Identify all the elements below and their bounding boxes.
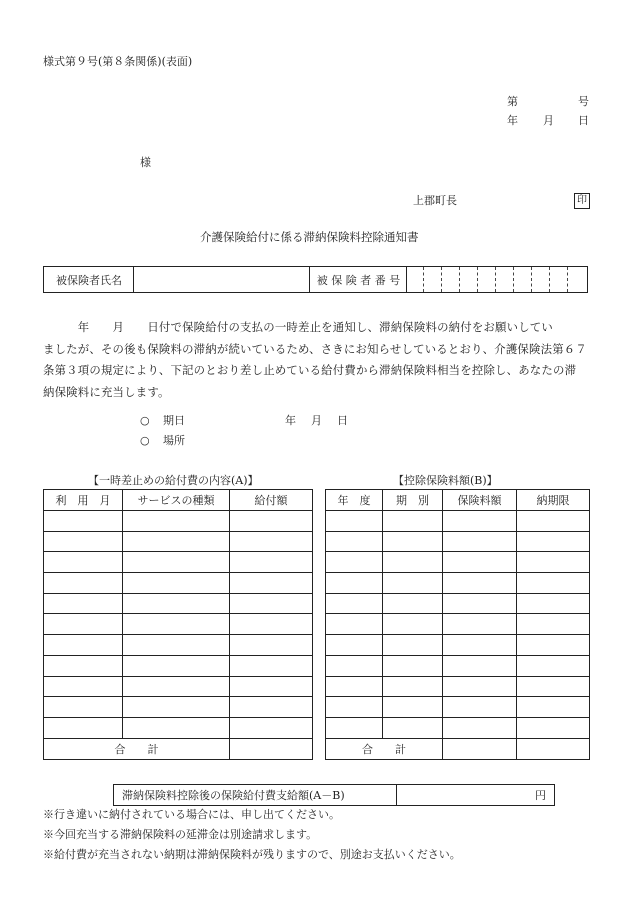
- table-cell[interactable]: [326, 635, 383, 656]
- table-row: [326, 614, 590, 635]
- insured-number-label: 被 保 険 者 番 号: [316, 273, 401, 287]
- table-cell[interactable]: [517, 552, 590, 573]
- table-row: [326, 676, 590, 697]
- table-cell[interactable]: [383, 552, 443, 573]
- note-item: ※今回充当する滞納保険料の延滞金は別途請求します。: [43, 828, 318, 841]
- table-cell[interactable]: [326, 531, 383, 552]
- table-row: [326, 593, 590, 614]
- table-cell[interactable]: [123, 552, 230, 573]
- table-cell[interactable]: [383, 573, 443, 594]
- table-row: [326, 635, 590, 656]
- table-cell[interactable]: [230, 552, 313, 573]
- col-header: サービスの種類: [123, 490, 230, 511]
- table-cell[interactable]: [230, 697, 313, 718]
- table-cell[interactable]: [44, 552, 123, 573]
- table-cell[interactable]: [383, 635, 443, 656]
- table-row: [326, 511, 590, 532]
- right-total-value[interactable]: [443, 738, 517, 759]
- right-total-label: 合 計: [326, 738, 443, 759]
- right-total-blank: [517, 738, 590, 759]
- table-cell[interactable]: [383, 676, 443, 697]
- table-cell[interactable]: [517, 573, 590, 594]
- date-value: 年 月 日: [285, 414, 350, 427]
- table-cell[interactable]: [443, 655, 517, 676]
- table-row: [44, 614, 313, 635]
- table-cell[interactable]: [443, 635, 517, 656]
- table-cell[interactable]: [230, 531, 313, 552]
- insured-info-row: [43, 266, 588, 293]
- table-cell[interactable]: [44, 676, 123, 697]
- body-line: ましたが、その後も保険料の滞納が続いているため、さきにお知らせしているとおり、介護保険法第６７: [43, 341, 587, 356]
- place-label: 場所: [163, 434, 185, 447]
- table-cell[interactable]: [517, 676, 590, 697]
- left-total-value[interactable]: [230, 738, 313, 759]
- seal-mark: 印: [574, 193, 590, 209]
- table-cell[interactable]: [517, 531, 590, 552]
- document-title: 介護保険給付に係る滞納保険料控除通知書: [200, 230, 419, 244]
- table-cell[interactable]: [443, 531, 517, 552]
- table-cell[interactable]: [44, 697, 123, 718]
- table-row: [326, 552, 590, 573]
- table-cell[interactable]: [326, 573, 383, 594]
- table-cell[interactable]: [123, 717, 230, 738]
- table-cell[interactable]: [230, 511, 313, 532]
- form-label: 様式第９号(第８条関係)(表面): [43, 55, 193, 68]
- table-row: [44, 655, 313, 676]
- table-cell[interactable]: [443, 573, 517, 594]
- body-line: 年 月 日付で保険給付の支払の一時差止を通知し、滞納保険料の納付をお願いしてい: [43, 320, 553, 334]
- insured-name-label: 被保険者氏名: [56, 273, 122, 287]
- right-table-title: 【控除保険料額(B)】: [393, 474, 498, 487]
- number-gou: 号: [578, 95, 589, 108]
- table-cell[interactable]: [123, 573, 230, 594]
- table-row: [44, 635, 313, 656]
- table-cell[interactable]: [383, 531, 443, 552]
- number-dai: 第: [507, 95, 518, 108]
- table-cell[interactable]: [383, 717, 443, 738]
- col-header: 利 用 月: [44, 490, 123, 511]
- table-cell[interactable]: [326, 593, 383, 614]
- body-line: 条第３項の規定により、下記のとおり差し止めている給付費から滞納保険料相当を控除し、あなたの滞: [43, 363, 577, 377]
- table-cell[interactable]: [230, 635, 313, 656]
- table-cell[interactable]: [44, 635, 123, 656]
- net-payment-label: 滞納保険料控除後の保険給付費支給額(A－B): [122, 789, 345, 802]
- col-header: 給付額: [230, 490, 313, 511]
- table-cell[interactable]: [44, 717, 123, 738]
- benefit-suspension-table: [43, 489, 313, 760]
- insured-number-field[interactable]: [407, 267, 587, 292]
- place-bullet: ○: [140, 434, 150, 447]
- col-header: 期 別: [383, 490, 443, 511]
- note-item: ※給付費が充当されない納期は滞納保険料が残りますので、別途お支払いください。: [43, 848, 461, 861]
- table-row: [326, 573, 590, 594]
- net-payment-field[interactable]: [397, 785, 537, 805]
- table-cell[interactable]: [123, 511, 230, 532]
- table-cell[interactable]: [123, 593, 230, 614]
- table-cell[interactable]: [123, 655, 230, 676]
- table-cell[interactable]: [44, 531, 123, 552]
- body-paragraph: [43, 317, 589, 403]
- table-cell[interactable]: [123, 676, 230, 697]
- left-table-title: 【一時差止めの給付費の内容(A)】: [88, 474, 259, 487]
- table-row: [44, 717, 313, 738]
- table-row: [44, 676, 313, 697]
- date-label: 期日: [163, 414, 185, 427]
- date-nen: 年: [507, 114, 518, 127]
- yen-unit: 円: [535, 789, 546, 802]
- table-cell[interactable]: [326, 511, 383, 532]
- col-header: 納期限: [517, 490, 590, 511]
- table-cell[interactable]: [123, 531, 230, 552]
- table-cell[interactable]: [517, 614, 590, 635]
- table-cell[interactable]: [517, 635, 590, 656]
- table-cell[interactable]: [123, 614, 230, 635]
- date-bullet: ○: [140, 414, 150, 427]
- table-cell[interactable]: [230, 573, 313, 594]
- body-line: 納保険料に充当します。: [43, 384, 170, 399]
- table-cell[interactable]: [326, 655, 383, 676]
- table-cell[interactable]: [517, 655, 590, 676]
- table-cell[interactable]: [383, 655, 443, 676]
- date-hi: 日: [578, 114, 589, 127]
- col-header: 年 度: [326, 490, 383, 511]
- table-cell[interactable]: [44, 655, 123, 676]
- table-cell[interactable]: [230, 717, 313, 738]
- issuer-name: 上郡町長: [413, 194, 457, 207]
- table-cell[interactable]: [443, 697, 517, 718]
- table-row: [44, 511, 313, 532]
- table-cell[interactable]: [443, 676, 517, 697]
- addressee-sama: 様: [140, 156, 151, 169]
- note-item: ※行き違いに納付されている場合には、申し出てください。: [43, 808, 340, 821]
- table-cell[interactable]: [326, 676, 383, 697]
- left-total-label: 合 計: [44, 738, 230, 759]
- table-cell[interactable]: [230, 614, 313, 635]
- table-cell[interactable]: [443, 552, 517, 573]
- table-cell[interactable]: [443, 614, 517, 635]
- table-cell[interactable]: [326, 717, 383, 738]
- table-cell[interactable]: [517, 511, 590, 532]
- date-tsuki: 月: [543, 114, 554, 127]
- table-row: [44, 697, 313, 718]
- table-cell[interactable]: [383, 511, 443, 532]
- table-cell[interactable]: [123, 697, 230, 718]
- col-header: 保険料額: [443, 490, 517, 511]
- table-row: [44, 552, 313, 573]
- table-cell[interactable]: [383, 697, 443, 718]
- table-cell[interactable]: [443, 593, 517, 614]
- table-cell[interactable]: [230, 655, 313, 676]
- table-cell[interactable]: [44, 593, 123, 614]
- table-row: [326, 655, 590, 676]
- table-cell[interactable]: [326, 697, 383, 718]
- table-cell[interactable]: [230, 593, 313, 614]
- table-cell[interactable]: [326, 552, 383, 573]
- table-row: [326, 531, 590, 552]
- table-cell[interactable]: [443, 511, 517, 532]
- table-cell[interactable]: [123, 635, 230, 656]
- table-cell[interactable]: [443, 717, 517, 738]
- table-cell[interactable]: [517, 593, 590, 614]
- table-row: [44, 573, 313, 594]
- table-cell[interactable]: [517, 717, 590, 738]
- deducted-premium-table: [325, 489, 590, 760]
- table-cell[interactable]: [44, 614, 123, 635]
- table-row: [44, 531, 313, 552]
- table-row: [44, 593, 313, 614]
- net-payment-box: [113, 784, 555, 806]
- table-cell[interactable]: [383, 593, 443, 614]
- table-cell[interactable]: [44, 511, 123, 532]
- table-cell[interactable]: [383, 614, 443, 635]
- table-cell[interactable]: [230, 676, 313, 697]
- table-row: [326, 697, 590, 718]
- table-row: [326, 717, 590, 738]
- table-cell[interactable]: [517, 697, 590, 718]
- table-cell[interactable]: [326, 614, 383, 635]
- table-cell[interactable]: [44, 573, 123, 594]
- insured-name-field[interactable]: [134, 267, 310, 292]
